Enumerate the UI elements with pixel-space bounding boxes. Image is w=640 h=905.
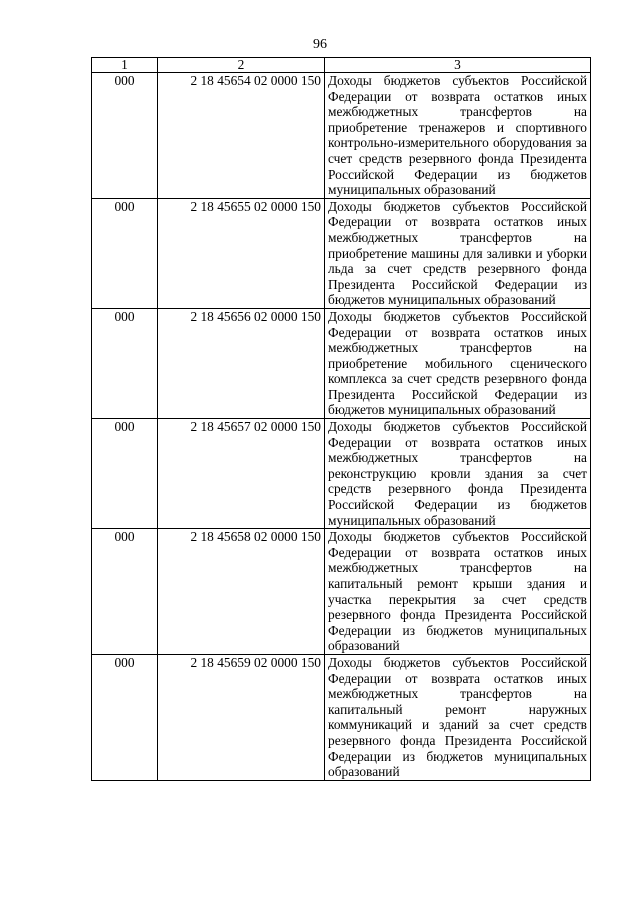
admin-code-cell: 000 (92, 529, 158, 655)
header-row (92, 58, 591, 73)
classification-code-cell: 2 18 45654 02 0000 150 (158, 73, 325, 199)
column-header-2: 2 (158, 58, 325, 73)
description-cell: Доходы бюджетов субъектов Российской Федерации от возврата остатков иных межбюджетных трансфертов на капитальный ремонт наружных коммуникаций и зданий за счет средств резервного фонда Президента Российской Федерации из бюджетов муниципальных образований (325, 654, 591, 780)
table-row (92, 654, 591, 780)
table-row (92, 308, 591, 418)
description-cell: Доходы бюджетов субъектов Российской Федерации от возврата остатков иных межбюджетных трансфертов на приобретение машины для заливки и уборки льда за счет средств резервного фонда Президента Российской Федерации из бюджетов муниципальных образований (325, 198, 591, 308)
admin-code-cell: 000 (92, 198, 158, 308)
classification-code-cell: 2 18 45655 02 0000 150 (158, 198, 325, 308)
column-header-1: 1 (92, 58, 158, 73)
admin-code-cell: 000 (92, 308, 158, 418)
description-cell: Доходы бюджетов субъектов Российской Федерации от возврата остатков иных межбюджетных трансфертов на реконструкцию кровли здания за счет средств резервного фонда Президента Российской Федерации из бюджетов муниципальных образований (325, 419, 591, 529)
table-row (92, 198, 591, 308)
table-body (92, 73, 591, 781)
table-row (92, 419, 591, 529)
classification-code-cell: 2 18 45658 02 0000 150 (158, 529, 325, 655)
admin-code-cell: 000 (92, 419, 158, 529)
admin-code-cell: 000 (92, 73, 158, 199)
description-cell: Доходы бюджетов субъектов Российской Федерации от возврата остатков иных межбюджетных трансфертов на приобретение мобильного сценического комплекса за счет средств резервного фонда Президента Российской Федерации из бюджетов муниципальных образований (325, 308, 591, 418)
table-row (92, 529, 591, 655)
description-cell: Доходы бюджетов субъектов Российской Федерации от возврата остатков иных межбюджетных трансфертов на капитальный ремонт крыши здания и участка перекрытия за счет средств резервного фонда Президента Российской Федерации из бюджетов муниципальных образований (325, 529, 591, 655)
column-header-3: 3 (325, 58, 591, 73)
description-cell: Доходы бюджетов субъектов Российской Федерации от возврата остатков иных межбюджетных трансфертов на приобретение тренажеров и спортивного контрольно-измерительного оборудования за счет средств резервного фонда Президента Российской Федерации из бюджетов муниципальных образований (325, 73, 591, 199)
revenue-classification-table (91, 57, 591, 781)
table-header (92, 58, 591, 73)
classification-code-cell: 2 18 45657 02 0000 150 (158, 419, 325, 529)
classification-code-cell: 2 18 45656 02 0000 150 (158, 308, 325, 418)
classification-code-cell: 2 18 45659 02 0000 150 (158, 654, 325, 780)
table-row (92, 73, 591, 199)
page-number: 96 (313, 37, 327, 52)
admin-code-cell: 000 (92, 654, 158, 780)
